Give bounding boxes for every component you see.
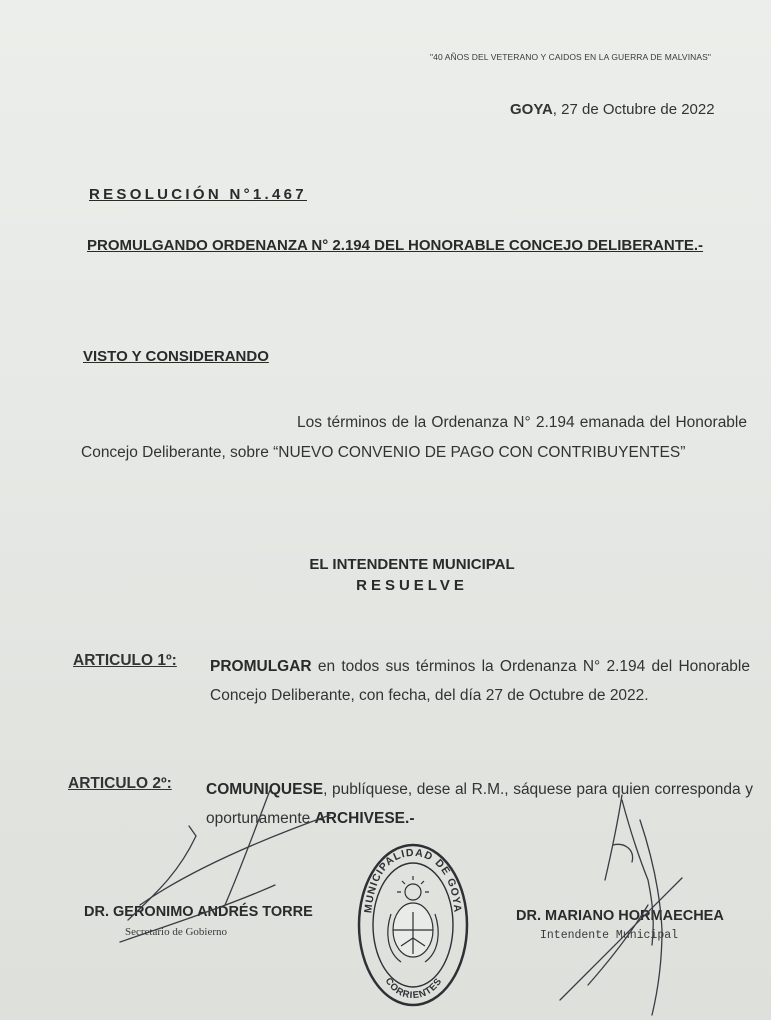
authority-heading: EL INTENDENTE MUNICIPAL (309, 556, 515, 573)
resolution-number: RESOLUCIÓN N°1.467 (89, 186, 307, 203)
municipal-seal (355, 842, 471, 1008)
article-2-label: ARTICULO 2º: (68, 775, 172, 792)
signatory-left-name: DR. GERONIMO ANDRÉS TORRE (84, 904, 313, 920)
article-1-label: ARTICULO 1º: (73, 652, 177, 669)
left-signature-stroke-5 (189, 826, 196, 836)
article-2-keyword: COMUNIQUESE (206, 781, 324, 798)
article-2-closing: ARCHIVESE.- (314, 810, 415, 827)
date-city: GOYA (510, 101, 553, 118)
article-1-text (210, 652, 750, 710)
signatory-right-name: DR. MARIANO HORMAECHEA (516, 908, 724, 924)
signatory-right-role: Intendente Municipal (540, 929, 679, 942)
header-motto: "40 AÑOS DEL VETERANO Y CAIDOS EN LA GUERRA DE MALVINAS" (430, 52, 712, 62)
date-line (510, 101, 715, 118)
article-2-body: , publíquese, dese al R.M., sáquese para quien corresponda y oportunamente (206, 781, 753, 827)
coat-of-arms-icon (388, 876, 438, 962)
article-1-body: en todos sus términos la Ordenanza N° 2.194 del Honorable Concejo Deliberante, con fecha, del día 27 de Octubre de 2022. (210, 658, 750, 704)
visto-text: Los términos de la Ordenanza N° 2.194 emanada del Honorable Concejo Deliberante, sobre “NUEVO CONVENIO DE PAGO CON CONTRIBUYENTES” (81, 414, 747, 461)
seal-bottom-text: CORRIENTES (382, 975, 445, 1002)
date-text: , 27 de Octubre de 2022 (552, 101, 715, 118)
article-2-text (206, 775, 753, 833)
visto-heading: VISTO Y CONSIDERANDO (83, 348, 269, 365)
seal-top-text: MUNICIPALIDAD DE GOYA (362, 846, 464, 914)
resolution-subject-text: PROMULGANDO ORDENANZA N° 2.194 DEL HONORABLE CONCEJO DELIBERANTE.- (87, 237, 704, 254)
signatory-left-role: Secretario de Gobierno (125, 926, 228, 938)
resolve-heading: RESUELVE (356, 577, 468, 594)
article-1-keyword: PROMULGAR (210, 658, 312, 675)
resolution-subject (87, 234, 743, 258)
right-signature-stroke-6 (613, 844, 633, 862)
